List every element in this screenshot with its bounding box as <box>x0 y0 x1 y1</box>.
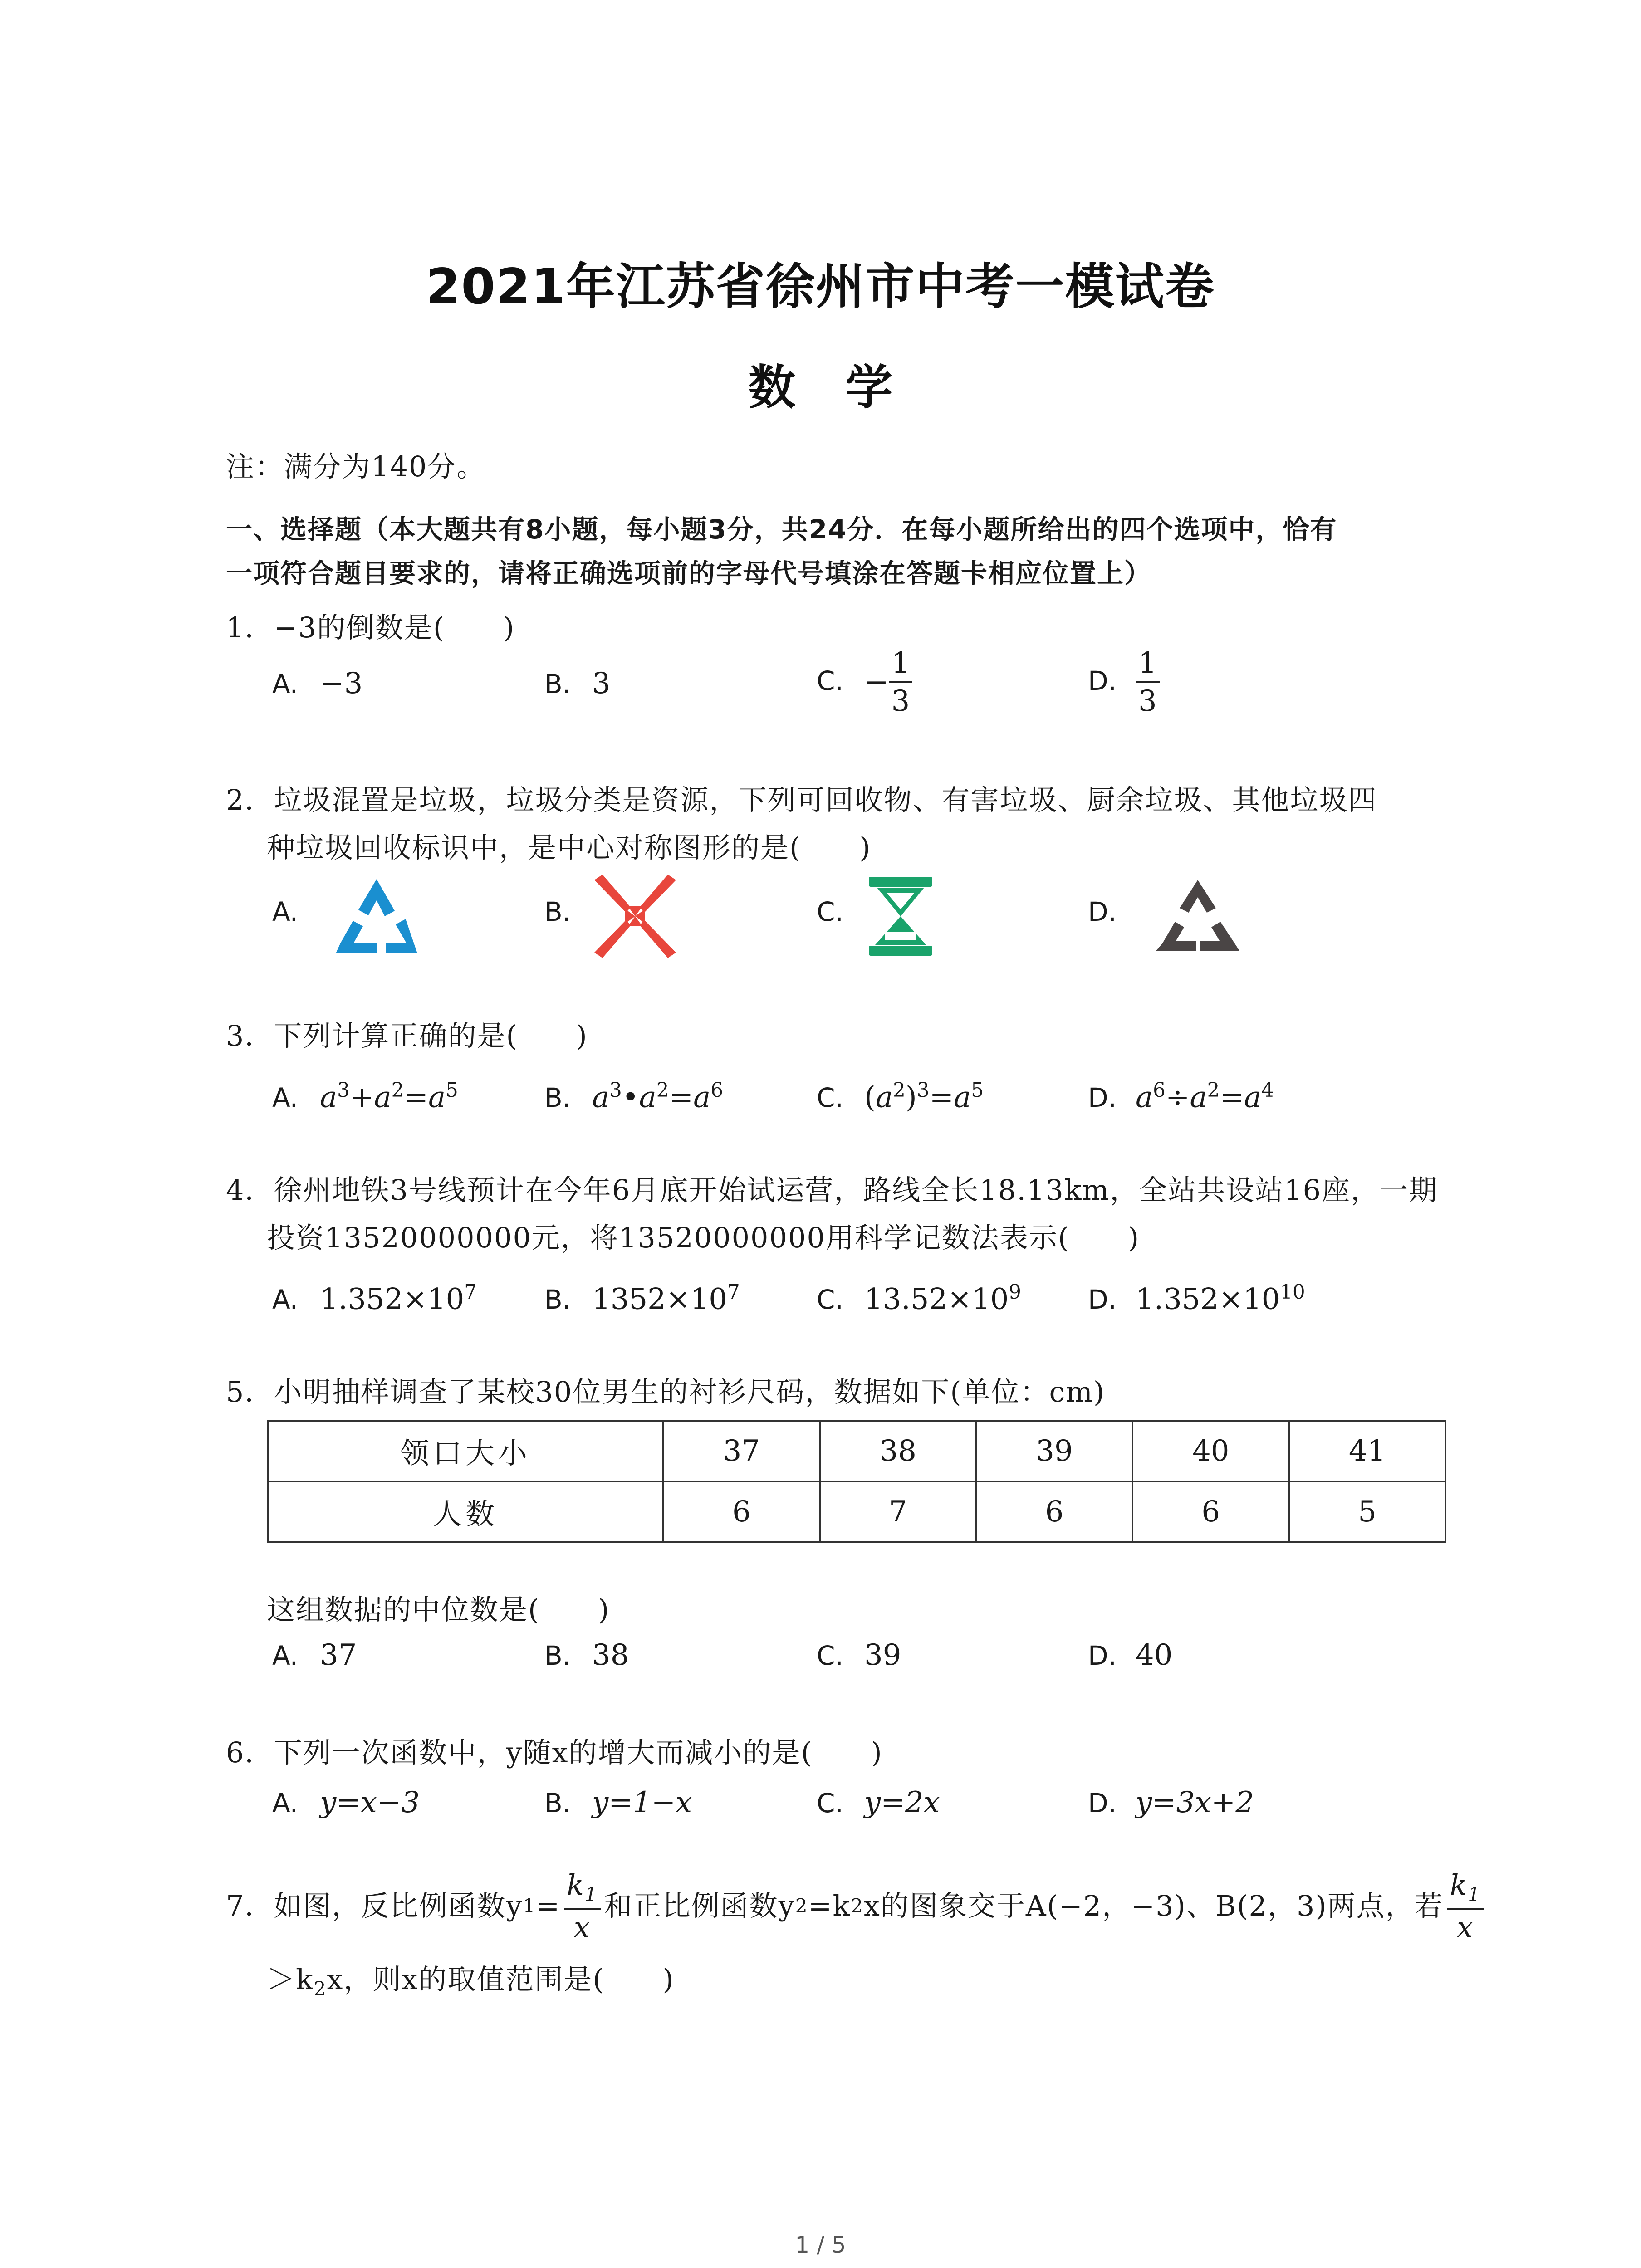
q1-a-value: −3 <box>320 667 363 700</box>
q6-option-a <box>272 1785 420 1821</box>
q4-option-d <box>1088 1275 1305 1317</box>
q1-option-b <box>544 666 611 702</box>
section-heading-line1: 一、选择题（本大题共有8小题，每小题3分，共24分．在每小题所给出的四个选项中，恰有 <box>226 514 1337 545</box>
hazardous-waste-icon <box>590 871 681 962</box>
q1-option-c <box>817 646 912 718</box>
q3-option-b: B. $a^3•a^2=a^6$ <box>544 1073 723 1115</box>
option-label: B. <box>544 669 571 699</box>
shirt-size-table <box>267 1420 1446 1543</box>
option-label: A. <box>272 896 299 927</box>
table-cell: 41 <box>1289 1421 1445 1481</box>
q5-option-b <box>544 1637 629 1673</box>
q4-c-base: 13.52×10 <box>864 1282 1009 1316</box>
table-cell: 38 <box>820 1421 976 1481</box>
q5-a-value: 37 <box>320 1638 357 1672</box>
q7-text-2: = <box>536 1889 561 1923</box>
option-label: B. <box>544 1082 571 1114</box>
option-label: B. <box>544 1640 571 1671</box>
option-label: C. <box>817 1284 843 1315</box>
denominator: x <box>573 1910 591 1944</box>
table-cell: 6 <box>1132 1481 1289 1542</box>
q7-text-5: x的图象交于A(−2，−3)、B(2，3)两点，若 <box>863 1889 1444 1923</box>
table-row <box>268 1481 1445 1542</box>
page-title: 2021年江苏省徐州市中考一模试卷 <box>426 259 1215 315</box>
denominator: x <box>1457 1910 1474 1944</box>
row-header: 领口大小 <box>268 1421 663 1481</box>
q7-fraction-2: $\frac{k_1}{x}$ <box>1447 1871 1484 1941</box>
table-cell: 40 <box>1132 1421 1289 1481</box>
q3-option-d: D. $a^6\div a^2=a^4$ <box>1088 1073 1274 1115</box>
q7-text-1: 7．如图，反比例函数y <box>226 1889 523 1923</box>
q1-b-value: 3 <box>592 667 611 700</box>
option-label: A. <box>272 1640 299 1671</box>
q4-c-exp: 9 <box>1009 1281 1021 1304</box>
q5-option-c <box>817 1637 901 1673</box>
q1-d-fraction <box>1136 646 1160 718</box>
q1-option-d <box>1088 646 1160 718</box>
q1-stem: 1．−3的倒数是( ) <box>226 611 515 644</box>
q4-option-c <box>817 1275 1021 1317</box>
q4-option-b <box>544 1275 740 1317</box>
q1-c-fraction <box>889 646 913 718</box>
q1-c-sign: − <box>864 665 889 699</box>
row-header: 人数 <box>268 1481 663 1542</box>
q6-a-value: y=x−3 <box>320 1786 420 1819</box>
table-row <box>268 1421 1445 1481</box>
q4-a-exp: 7 <box>464 1281 477 1304</box>
subject-title: 数学 <box>748 360 943 415</box>
q6-option-d <box>1088 1785 1254 1821</box>
q7-line2-prefix: ＞k <box>267 1963 314 1996</box>
q3-option-a: A. $a^3+a^2=a^5$ <box>272 1073 458 1115</box>
table-cell: 6 <box>663 1481 820 1542</box>
q3-option-c: C. $(a^2)^3=a^5$ <box>817 1073 984 1115</box>
kitchen-waste-icon <box>864 873 937 959</box>
option-label: C. <box>817 1082 843 1114</box>
q2-label-a <box>272 894 320 929</box>
q2-label-c <box>817 894 864 929</box>
q2-stem-line2: 种垃圾回收标识中，是中心对称图形的是( ) <box>267 831 872 864</box>
option-label: C. <box>817 1788 843 1818</box>
q4-stem-line1: 4．徐州地铁3号线预计在今年6月底开始试运营，路线全长18.13km，全站共设站16座，一期 <box>226 1173 1438 1207</box>
q2-stem-line1: 2．垃圾混置是垃圾，垃圾分类是资源，下列可回收物、有害垃圾、厨余垃圾、其他垃圾四 <box>226 783 1377 816</box>
q7-text-3: 和正比例函数y <box>604 1889 795 1923</box>
q4-option-a <box>272 1275 477 1317</box>
q2-label-d <box>1088 894 1136 929</box>
q7-line2-text: x，则x的取值范围是( ) <box>327 1963 675 1996</box>
option-label: C. <box>817 896 843 927</box>
option-label: A. <box>272 1082 299 1114</box>
q6-option-b <box>544 1785 692 1821</box>
denominator: 3 <box>891 684 910 718</box>
q6-b-value: y=1−x <box>592 1786 692 1819</box>
numerator: 1 <box>1136 649 1160 683</box>
table-cell: 5 <box>1289 1481 1445 1542</box>
option-label: A. <box>272 669 299 699</box>
option-label: D. <box>1088 1640 1117 1671</box>
q4-stem-line2: 投资13520000000元，将13520000000用科学记数法表示( ) <box>267 1221 1140 1254</box>
q2-label-b <box>544 894 592 929</box>
score-note: 注：满分为140分。 <box>226 450 486 483</box>
q6-stem: 6．下列一次函数中，y随x的增大而减小的是( ) <box>226 1736 883 1769</box>
q6-c-value: y=2x <box>864 1786 940 1819</box>
q4-b-base: 1352×10 <box>592 1282 727 1316</box>
numerator: 1 <box>889 649 913 683</box>
q4-a-base: 1.352×10 <box>320 1282 465 1316</box>
option-label: D. <box>1088 1788 1117 1818</box>
q1-option-a <box>272 666 362 702</box>
recyclable-icon <box>327 875 426 962</box>
option-label: C. <box>817 1640 843 1671</box>
page-number: 1 / 5 <box>795 2232 846 2258</box>
other-waste-icon <box>1152 875 1243 962</box>
q4-b-exp: 7 <box>727 1281 740 1304</box>
q7-stem-line1: 7．如图，反比例函数y 1 = $\frac{k_1}{x}$ 和正比例函数y 2 =k 2 x的图象交于A(−2，−3)、B(2，3)两点，若 $\frac{k_1}{x}$ <box>226 1871 1484 1941</box>
numerator: k <box>567 1868 585 1901</box>
option-label: D. <box>1088 896 1117 927</box>
q5-b-value: 38 <box>592 1638 629 1672</box>
q5-question: 这组数据的中位数是( ) <box>267 1593 610 1626</box>
option-label: B. <box>544 1284 571 1315</box>
q7-stem-line2: $>k_2x$，则x的取值范围是( ) <box>267 1963 675 2000</box>
option-label: A. <box>272 1788 299 1818</box>
table-cell: 7 <box>820 1481 976 1542</box>
table-cell: 6 <box>976 1481 1133 1542</box>
option-label: C. <box>817 665 843 696</box>
denominator: 3 <box>1138 684 1157 718</box>
option-label: B. <box>544 1788 571 1818</box>
q7-fraction-1: $\frac{k_1}{x}$ <box>564 1871 600 1941</box>
q5-option-a <box>272 1637 357 1673</box>
q4-d-base: 1.352×10 <box>1136 1282 1280 1316</box>
q6-d-value: y=3x+2 <box>1136 1786 1254 1819</box>
numerator: k <box>1450 1868 1468 1901</box>
section-heading-line2: 一项符合题目要求的，请将正确选项前的字母代号填涂在答题卡相应位置上） <box>226 558 1152 589</box>
option-label: D. <box>1088 1082 1117 1114</box>
q3-stem: 3．下列计算正确的是( ) <box>226 1019 588 1052</box>
option-label: D. <box>1088 665 1117 696</box>
q7-text-4: =k <box>808 1889 851 1923</box>
table-cell: 39 <box>976 1421 1133 1481</box>
option-label: A. <box>272 1284 299 1315</box>
table-cell: 37 <box>663 1421 820 1481</box>
q5-c-value: 39 <box>864 1638 901 1672</box>
q5-option-d <box>1088 1637 1172 1673</box>
q6-option-c <box>817 1785 940 1821</box>
q5-d-value: 40 <box>1136 1638 1173 1672</box>
q4-d-exp: 10 <box>1280 1281 1305 1304</box>
q5-stem: 5．小明抽样调查了某校30位男生的衬衫尺码，数据如下(单位：cm) <box>226 1375 1106 1408</box>
option-label: D. <box>1088 1284 1117 1315</box>
option-label: B. <box>544 896 571 927</box>
